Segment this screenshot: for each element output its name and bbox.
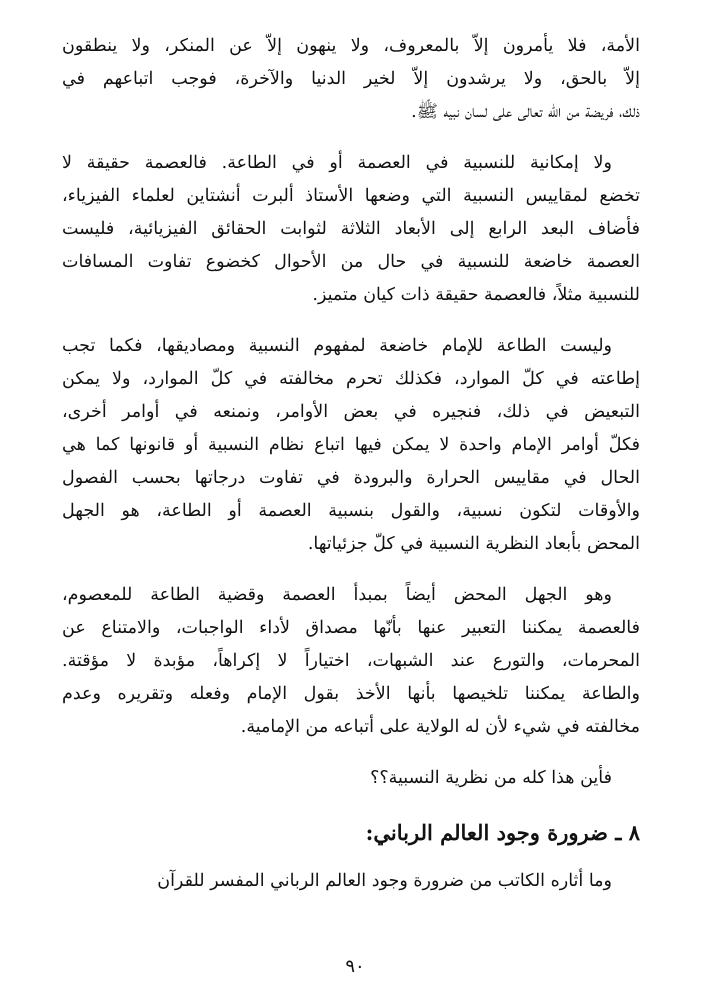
text-line: المحض بأبعاد النظرية النسبية في كلّ جزئياتها. — [307, 534, 640, 554]
text-line: تخضع لمقاييس النسبية التي وضعها الأستاذ ألبرت أنشتاين لعلماء الفيزياء، — [62, 186, 640, 206]
text-line: فأضاف البعد الرابع إلى الأبعاد الثلاثة لثوابت الحقائق الفيزيائية، فليست — [62, 219, 640, 239]
text-line: الأمة، فلا يأمرون إلاّ بالمعروف، ولا ينهون إلاّ عن المنكر، ولا ينطقون — [62, 36, 640, 56]
text-line: ذلك، فريضة من الله تعالى على لسان نبيه ﷺ. — [411, 102, 640, 122]
text-line: إطاعته في كلّ الموارد، فكذلك تحرم مخالفته في كلّ الموارد، ولا يمكن — [62, 369, 640, 389]
paragraph-4 — [62, 579, 640, 744]
section-heading: ٨ ـ ضرورة وجود العالم الرباني: — [365, 820, 640, 845]
text-line: التبعيض في ذلك، فنجيره في بعض الأوامر، ونمنعه في أوامر أخرى، — [62, 402, 640, 422]
text-line: وما أثاره الكاتب من ضرورة وجود العالم الرباني المفسر للقرآن — [157, 871, 612, 891]
text-line: المحرمات، والتورع عند الشبهات، اختياراً لا إكراهاً، مؤبدة لا مؤقتة. — [62, 651, 640, 671]
text-line: ولا إمكانية للنسبية في العصمة أو في الطاعة. فالعصمة حقيقة لا — [62, 153, 612, 173]
text-line: وهو الجهل المحض أيضاً بمبدأ العصمة وقضية الطاعة للمعصوم، — [62, 585, 612, 605]
rhetorical-question: فأين هذا كله من نظرية النسبية؟؟ — [370, 768, 612, 788]
text-line: فكلّ أوامر الإمام واحدة لا يمكن فيها اتباع نظام النسبية أو قانونها كما هي — [62, 435, 640, 455]
page-body — [62, 30, 640, 916]
text-line: والأوقات لتكون نسبية، والقول بنسبية العصمة أو الطاعة، هو الجهل — [62, 501, 640, 521]
text-line: مخالفته في شيء لأن له الولاية على أتباعه من الإمامية. — [240, 717, 640, 737]
text-line: إلاّ بالحق، ولا يرشدون إلاّ لخير الدنيا والآخرة، فوجب اتباعهم في — [62, 69, 640, 89]
text-line: والطاعة يمكننا تلخيصها بأنها الأخذ بقول الإمام وفعله وتقريره وعدم — [62, 684, 640, 704]
text-line: فالعصمة يمكننا التعبير عنها بأنّها مصداق لأداء الواجبات، والامتناع عن — [62, 618, 640, 638]
paragraph-1 — [62, 30, 640, 129]
text-line: العصمة خاضعة للنسبية في حال من الأحوال كخضوع تفاوت المسافات — [62, 252, 640, 272]
page-number: ٩٠ — [345, 956, 365, 977]
paragraph-3 — [62, 330, 640, 561]
text-line: للنسبية مثلاً، فالعصمة حقيقة ذات كيان متميز. — [312, 285, 640, 305]
closing-paragraph — [62, 865, 640, 898]
paragraph-2 — [62, 147, 640, 312]
text-line: وليست الطاعة للإمام خاضعة لمفهوم النسبية ومصاديقها، فكما تجب — [62, 336, 612, 356]
text-line: الحال في مقاييس الحرارة والبرودة في تفاوت درجاتها بحسب الفصول — [62, 468, 640, 488]
